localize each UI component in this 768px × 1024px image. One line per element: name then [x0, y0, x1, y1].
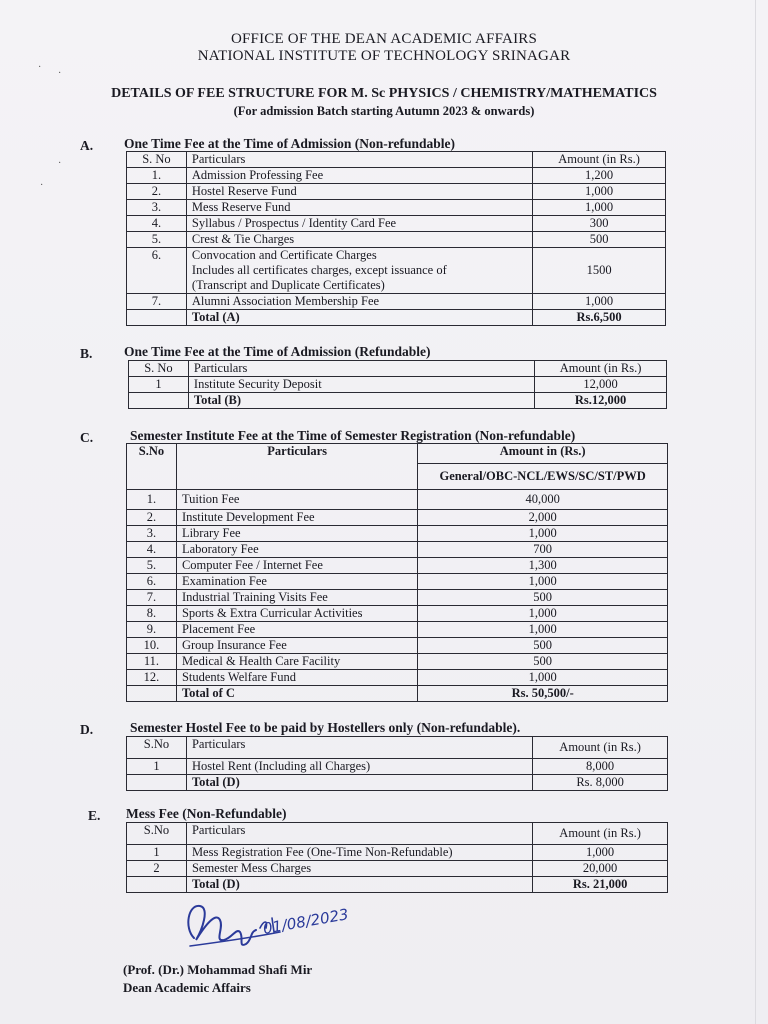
sno-cell: 5. — [127, 558, 177, 574]
amount-cell: 20,000 — [533, 861, 668, 877]
empty-cell — [129, 393, 189, 409]
particular-cell: Students Welfare Fund — [176, 670, 417, 686]
amount-cell: 2,000 — [418, 510, 668, 526]
table-header-row — [129, 361, 667, 377]
particular-cell: Tuition Fee — [176, 490, 417, 510]
col-amount-header: Amount in (Rs.) — [418, 444, 668, 464]
col-amount-header: Amount (in Rs.) — [533, 737, 668, 759]
amount-cell: 8,000 — [533, 759, 668, 775]
amount-cell: 1,000 — [418, 606, 668, 622]
table-header-row — [127, 823, 668, 845]
total-label: Total of C — [176, 686, 417, 702]
amount-cell: 500 — [418, 590, 668, 606]
handwritten-signature — [180, 898, 355, 960]
table-row — [127, 845, 668, 861]
total-row — [127, 775, 668, 791]
total-label: Total (B) — [188, 393, 534, 409]
table-row — [127, 606, 668, 622]
section-b-heading: One Time Fee at the Time of Admission (Refundable) — [124, 344, 431, 359]
amount-cell: 1,000 — [418, 670, 668, 686]
sno-cell: 6. — [127, 248, 187, 294]
particular-line: (Transcript and Duplicate Certificates) — [191, 278, 385, 292]
table-row — [127, 654, 668, 670]
amount-cell: 40,000 — [418, 490, 668, 510]
signature-date: 01/08/2023 — [261, 905, 350, 938]
table-row — [127, 670, 668, 686]
section-c-letter: C. — [80, 430, 94, 445]
particular-cell: Industrial Training Visits Fee — [176, 590, 417, 606]
section-a-table — [126, 151, 666, 326]
document-title: DETAILS OF FEE STRUCTURE FOR M. Sc PHYSICS / CHEMISTRY/MATHEMATICS — [111, 86, 657, 101]
sno-cell: 5. — [127, 232, 187, 248]
section-d-letter: D. — [80, 722, 94, 737]
table-header-row — [127, 152, 666, 168]
col-particulars-header: Particulars — [186, 823, 532, 845]
table-row — [129, 377, 667, 393]
col-sno-header: S.No — [127, 737, 187, 759]
empty-cell — [127, 775, 187, 791]
col-sno-header: S.No — [127, 823, 187, 845]
table-row — [127, 490, 668, 510]
sno-cell: 1 — [129, 377, 189, 393]
table-row — [127, 200, 666, 216]
particular-cell: Hostel Reserve Fund — [186, 184, 532, 200]
particular-cell: Institute Security Deposit — [188, 377, 534, 393]
sno-cell: 3. — [127, 200, 187, 216]
total-amount: Rs.6,500 — [533, 310, 666, 326]
total-amount: Rs. 50,500/- — [418, 686, 668, 702]
sno-cell: 4. — [127, 216, 187, 232]
table-row — [127, 294, 666, 310]
amount-cell: 1,000 — [418, 622, 668, 638]
total-label: Total (D) — [186, 775, 532, 791]
col-category-header: General/OBC-NCL/EWS/SC/ST/PWD — [418, 464, 668, 490]
particular-cell: Laboratory Fee — [176, 542, 417, 558]
sno-cell: 1. — [127, 490, 177, 510]
section-b-table — [128, 360, 667, 409]
table-row — [127, 590, 668, 606]
col-amount-header: Amount (in Rs.) — [533, 152, 666, 168]
table-row — [127, 184, 666, 200]
particular-cell: Medical & Health Care Facility — [176, 654, 417, 670]
col-particulars-header: Particulars — [186, 152, 532, 168]
col-particulars-header: Particulars — [186, 737, 532, 759]
particular-cell: Semester Mess Charges — [186, 861, 532, 877]
institute-heading: NATIONAL INSTITUTE OF TECHNOLOGY SRINAGAR — [197, 48, 571, 64]
particular-cell: Group Insurance Fee — [176, 638, 417, 654]
section-e-table — [126, 822, 668, 893]
amount-cell: 1,200 — [533, 168, 666, 184]
amount-cell: 700 — [418, 542, 668, 558]
amount-cell: 12,000 — [535, 377, 667, 393]
col-amount-header: Amount (in Rs.) — [535, 361, 667, 377]
table-row — [127, 510, 668, 526]
amount-cell: 300 — [533, 216, 666, 232]
sno-cell: 1. — [127, 168, 187, 184]
particular-line: Convocation and Certificate Charges — [191, 248, 377, 262]
particular-cell: Examination Fee — [176, 574, 417, 590]
scan-speck: · — [38, 62, 42, 73]
table-header-row — [127, 737, 668, 759]
total-label: Total (A) — [186, 310, 532, 326]
amount-cell: 1,300 — [418, 558, 668, 574]
table-row — [127, 168, 666, 184]
section-e-heading: Mess Fee (Non-Refundable) — [126, 806, 287, 821]
amount-cell: 500 — [418, 654, 668, 670]
signatory-role: Dean Academic Affairs — [123, 980, 251, 995]
empty-cell — [127, 877, 187, 893]
particular-cell: Mess Registration Fee (One-Time Non-Refundable) — [186, 845, 532, 861]
section-b-letter: B. — [80, 346, 93, 361]
amount-cell: 1,000 — [533, 184, 666, 200]
table-row — [127, 232, 666, 248]
col-particulars-header: Particulars — [188, 361, 534, 377]
empty-cell — [127, 310, 187, 326]
particular-cell: Library Fee — [176, 526, 417, 542]
particular-cell: Alumni Association Membership Fee — [186, 294, 532, 310]
total-row — [129, 393, 667, 409]
section-c-heading: Semester Institute Fee at the Time of Semester Registration (Non-refundable) — [130, 428, 576, 443]
section-a-letter: A. — [80, 138, 94, 153]
sno-cell: 1 — [127, 845, 187, 861]
table-row — [127, 558, 668, 574]
amount-cell: 500 — [418, 638, 668, 654]
total-amount: Rs.12,000 — [535, 393, 667, 409]
sno-cell: 3. — [127, 526, 177, 542]
amount-cell: 1,000 — [418, 574, 668, 590]
total-amount: Rs. 21,000 — [533, 877, 668, 893]
col-sno-header: S. No — [129, 361, 189, 377]
table-row — [127, 861, 668, 877]
sno-cell: 9. — [127, 622, 177, 638]
sno-cell: 2. — [127, 184, 187, 200]
empty-cell — [127, 686, 177, 702]
amount-cell: 1500 — [533, 248, 666, 294]
total-amount: Rs. 8,000 — [533, 775, 668, 791]
sno-cell: 4. — [127, 542, 177, 558]
page-fold-line — [755, 0, 756, 1024]
amount-cell: 1,000 — [533, 845, 668, 861]
sno-cell: 2 — [127, 861, 187, 877]
table-header-row — [127, 444, 668, 464]
particular-cell: Syllabus / Prospectus / Identity Card Fee — [186, 216, 532, 232]
particular-cell: Hostel Rent (Including all Charges) — [186, 759, 532, 775]
total-row — [127, 877, 668, 893]
total-label: Total (D) — [186, 877, 532, 893]
particular-cell: Crest & Tie Charges — [186, 232, 532, 248]
col-amount-header: Amount (in Rs.) — [533, 823, 668, 845]
table-row — [127, 574, 668, 590]
particular-cell: Admission Professing Fee — [186, 168, 532, 184]
section-d-table — [126, 736, 668, 791]
particular-line: Includes all certificates charges, except issuance of — [191, 263, 447, 277]
sno-cell: 8. — [127, 606, 177, 622]
table-row — [127, 216, 666, 232]
table-row — [127, 526, 668, 542]
sno-cell: 6. — [127, 574, 177, 590]
col-particulars-header: Particulars — [176, 444, 417, 490]
sno-cell: 12. — [127, 670, 177, 686]
particular-cell: Mess Reserve Fund — [186, 200, 532, 216]
amount-cell: 1,000 — [533, 200, 666, 216]
table-row — [127, 622, 668, 638]
section-d-heading: Semester Hostel Fee to be paid by Hostellers only (Non-refundable). — [130, 720, 521, 735]
office-heading: OFFICE OF THE DEAN ACADEMIC AFFAIRS — [230, 31, 538, 47]
col-sno-header: S.No — [127, 444, 177, 490]
scan-speck: · — [40, 180, 44, 191]
scan-speck: · — [58, 68, 62, 79]
document-subtitle: (For admission Batch starting Autumn 2023 & onwards) — [233, 104, 535, 118]
table-row — [127, 638, 668, 654]
particular-cell — [186, 248, 532, 294]
total-row — [127, 310, 666, 326]
particular-cell: Computer Fee / Internet Fee — [176, 558, 417, 574]
signatory-name: (Prof. (Dr.) Mohammad Shafi Mir — [123, 962, 313, 977]
section-a-heading: One Time Fee at the Time of Admission (Non-refundable) — [124, 136, 456, 151]
col-sno-header: S. No — [127, 152, 187, 168]
scan-speck: · — [58, 158, 62, 169]
table-row — [127, 542, 668, 558]
section-e-letter: E. — [88, 808, 101, 823]
particular-cell: Sports & Extra Curricular Activities — [176, 606, 417, 622]
table-row — [127, 248, 666, 294]
amount-cell: 1,000 — [533, 294, 666, 310]
sno-cell: 1 — [127, 759, 187, 775]
sno-cell: 10. — [127, 638, 177, 654]
section-c-table — [126, 443, 668, 702]
sno-cell: 11. — [127, 654, 177, 670]
particular-cell: Placement Fee — [176, 622, 417, 638]
total-row — [127, 686, 668, 702]
particular-cell: Institute Development Fee — [176, 510, 417, 526]
sno-cell: 2. — [127, 510, 177, 526]
sno-cell: 7. — [127, 590, 177, 606]
amount-cell: 500 — [533, 232, 666, 248]
table-row — [127, 759, 668, 775]
sno-cell: 7. — [127, 294, 187, 310]
amount-cell: 1,000 — [418, 526, 668, 542]
